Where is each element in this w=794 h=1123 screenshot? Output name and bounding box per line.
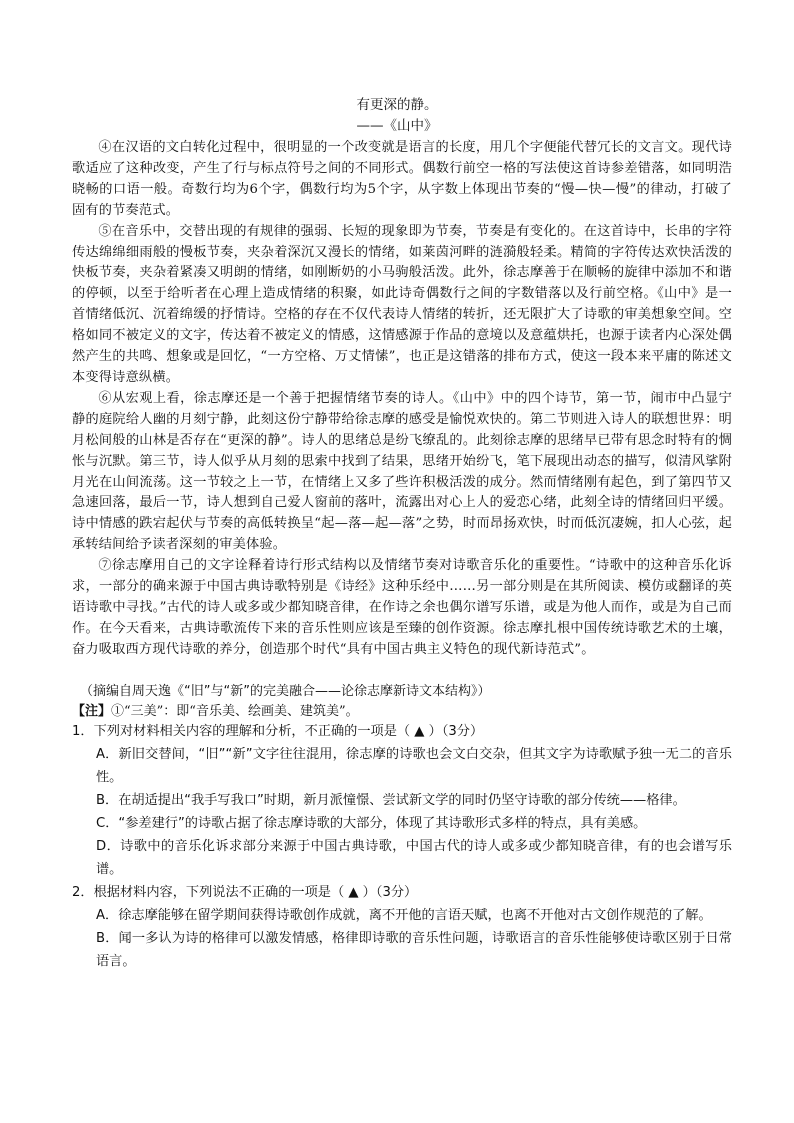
footnote [72, 703, 359, 721]
question-2-option-a: A．徐志摩能够在留学期间获得诗歌创作成就，离不开他的言语天赋，也离不开他对古文创作规范的了解。 [96, 908, 712, 923]
question-2 [72, 881, 732, 973]
question-1-option-b: B．在胡适提出“我手写我口”时期，新月派憧憬、尝试新文学的同时仍坚守诗歌的部分传统——格律。 [96, 793, 686, 808]
footnote-tag: 【注】 [72, 704, 112, 719]
poem-closing-line: 有更深的静。 [356, 97, 438, 113]
question-1-option-a: A．新旧交替间，“旧”“新”文字往往混用，徐志摩的诗歌也会文白交杂，但其文字为诗歌赋予独一无二的音乐性。 [96, 747, 732, 785]
source-citation: （摘编自周天逸《“旧”与“新”的完美融合——论徐志摩新诗文本结构》） [80, 684, 491, 699]
question-section [72, 720, 732, 973]
footnote-text: ①“三美”：即“音乐美、绘画美、建筑美”。 [111, 704, 359, 719]
question-1-stem: 1．下列对材料相关内容的理解和分析，不正确的一项是（ ▲ ）（3分） [72, 724, 484, 739]
article-body [72, 138, 732, 661]
question-1-option-d: D．诗歌中的音乐化诉求部分来源于中国古典诗歌，中国古代的诗人或多或少都知晓音律，有的也会谱写乐谱。 [96, 839, 732, 877]
question-2-stem: 2．根据材料内容，下列说法不正确的一项是（ ▲ ）（3分） [72, 885, 418, 900]
paragraph-4: ④在汉语的文白转化过程中，很明显的一个改变就是语言的长度，用几个字便能代替冗长的文言文。现代诗歌适应了这种改变，产生了行与标点符号之间的不同形式。偶数行前空一格的写法使这首诗参差错落，如同明浩晓畅的口语一般。奇数行均为6个字，偶数行均为5个字，从字数上体现出节奏的“慢—快—慢”的律动，打破了固有的节奏范式。 [72, 140, 732, 218]
question-1 [72, 720, 732, 881]
paragraph-7: ⑦徐志摩用自己的文字诠释着诗行形式结构以及情绪节奏对诗歌音乐化的重要性。“诗歌中的这种音乐化诉求，一部分的确来源于中国古典诗歌特别是《诗经》这种乐经中……另一部分则是在其所阅读、模仿或翻译的英语诗歌中寻找。”古代的诗人或多或少都知晓音律，在作诗之余也偶尔谱写乐谱，或是为他人而作，或是为自己而作。在今天看来，古典诗歌流传下来的音乐性则应该是至臻的创作资源。徐志摩扎根中国传统诗歌艺术的土壤，奋力吸取西方现代诗歌的养分，创造那个时代“具有中国古典主义特色的现代新诗范式”。 [72, 558, 732, 657]
poem-attribution: ——《山中》 [356, 118, 438, 134]
question-1-option-c: C．“参差建行”的诗歌占据了徐志摩诗歌的大部分，体现了其诗歌形式多样的特点，具有美感。 [96, 816, 647, 831]
paragraph-5: ⑤在音乐中，交替出现的有规律的强弱、长短的现象即为节奏，节奏是有变化的。在这首诗中，长串的字符传达绵绵细雨般的慢板节奏，夹杂着深沉又漫长的情绪，如莱茵河畔的涟漪般轻柔。精简的字符传达欢快活泼的快板节奏，夹杂着紧凑又明朗的情绪，如刚断奶的小马驹般活泼。此外，徐志摩善于在顺畅的旋律中添加不和谐的停顿，以至于给听者在心理上造成情绪的积聚，如此诗奇偶数行之间的字数错落以及行前空格。《山中》是一首情绪低沉、沉着绵缓的抒情诗。空格的存在不仅代表诗人情绪的转折，还无限扩大了诗歌的审美想象空间。空格如同不被定义的文字，传达着不被定义的情感，这情感源于作品的意境以及意蕴烘托，也源于读者内心深处偶然产生的共鸣、想象或是回忆，“一方空格、万丈情愫”，也正是这错落的排布方式，使这一段本来平庸的陈述文本变得诗意纵横。 [72, 223, 732, 385]
paragraph-6: ⑥从宏观上看，徐志摩还是一个善于把握情绪节奏的诗人。《山中》中的四个诗节，第一节，闹市中凸显宁静的庭院给人幽的月刻宁静，此刻这份宁静带给徐志摩的感受是愉悦欢快的。第二节则进入诗人的联想世界：明月松间般的山林是否存在“更深的静”。诗人的思绪总是纷飞缭乱的。此刻徐志摩的思绪早已带有思念时特有的惆怅与沉默。第三节，诗人似乎从月刻的思索中找到了结果，思绪开始纷飞，笔下展现出动态的描写，似清风挲附月光在山间流荡。这一节较之上一节，在情绪上又多了些许积极活泼的成分。然而情绪刚有起色，到了第四节又急速回落，最后一节，诗人想到自己爱人窗前的落叶，流露出对心上人的爱恋心绪，此刻全诗的情绪回归平缓。诗中情感的跌宕起伏与节奏的高低转换呈“起—落—起—落”之势，时而昂扬欢快，时而低沉凄婉，扣人心弦，起承转结间给予读者深刻的审美体验。 [72, 390, 732, 553]
question-2-option-b: B．闻一多认为诗的格律可以激发情感，格律即诗歌的音乐性问题，诗歌语言的音乐性能够使诗歌区别于日常语言。 [96, 931, 732, 969]
